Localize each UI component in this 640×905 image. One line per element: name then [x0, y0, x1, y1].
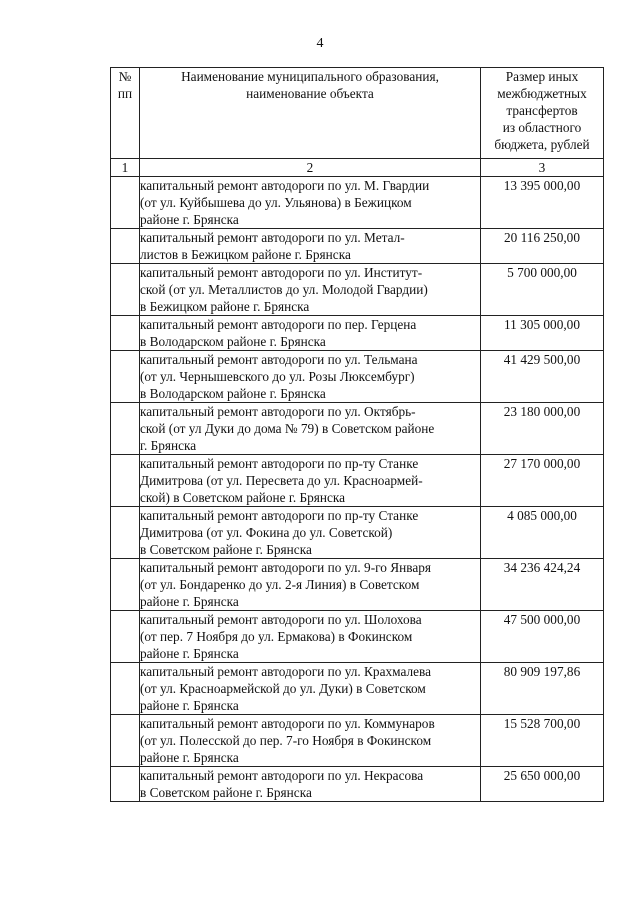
table-row: [111, 455, 604, 507]
table-row: [111, 264, 604, 316]
row-number-cell: [111, 403, 140, 455]
table-row: [111, 177, 604, 229]
object-name-line: (от пер. 7 Ноября до ул. Ермакова) в Фокинском: [140, 629, 413, 644]
object-name-line: Димитрова (от ул. Пересвета до ул. Красноармей-: [140, 473, 423, 488]
amount-cell: 25 650 000,00: [481, 767, 604, 802]
page-number: 4: [316, 36, 324, 51]
amount-cell: 15 528 700,00: [481, 715, 604, 767]
table-row: [111, 559, 604, 611]
object-name-line: ской) в Советском районе г. Брянска: [140, 490, 346, 505]
object-name-line: листов в Бежицком районе г. Брянска: [140, 247, 351, 262]
object-name-cell: [140, 767, 481, 802]
object-name-line: капитальный ремонт автодороги по пер. Герцена: [140, 317, 417, 332]
table-row: [111, 403, 604, 455]
object-name-line: в Володарском районе г. Брянска: [140, 334, 326, 349]
object-name-line: (от ул. Чернышевского до ул. Розы Люксембург): [140, 369, 415, 384]
column-number-row: [111, 159, 604, 177]
table-row: [111, 351, 604, 403]
object-name-line: капитальный ремонт автодороги по ул. Тельмана: [140, 352, 418, 367]
amount-cell: 11 305 000,00: [481, 316, 604, 351]
row-number-cell: [111, 507, 140, 559]
object-name-line: ской (от ул Дуки до дома № 79) в Советском районе: [140, 421, 435, 436]
object-name-line: в Советском районе г. Брянска: [140, 785, 312, 800]
column-number: 1: [111, 159, 140, 177]
object-name-cell: [140, 559, 481, 611]
header-amount-line: бюджета, рублей: [494, 137, 590, 152]
row-number-cell: [111, 264, 140, 316]
amount-cell: 5 700 000,00: [481, 264, 604, 316]
header-amount-line: из областного: [502, 120, 582, 135]
header-amount-line: Размер иных: [505, 69, 579, 84]
row-number-cell: [111, 351, 140, 403]
object-name-cell: [140, 715, 481, 767]
column-number: 2: [140, 159, 481, 177]
header-amount-line: межбюджетных: [497, 86, 587, 101]
object-name-line: Димитрова (от ул. Фокина до ул. Советской): [140, 525, 393, 540]
row-number-cell: [111, 229, 140, 264]
amount-cell: 23 180 000,00: [481, 403, 604, 455]
object-name-line: капитальный ремонт автодороги по ул. Коммунаров: [140, 716, 435, 731]
object-name-cell: [140, 316, 481, 351]
row-number-cell: [111, 559, 140, 611]
object-name-line: (от ул. Бондаренко до ул. 2-я Линия) в Советском: [140, 577, 420, 592]
object-name-line: капитальный ремонт автодороги по ул. Институт-: [140, 265, 423, 280]
row-number-cell: [111, 455, 140, 507]
transfers-table: [110, 67, 604, 802]
header-name-line: наименование объекта: [246, 86, 374, 101]
object-name-line: капитальный ремонт автодороги по ул. Шолохова: [140, 612, 422, 627]
object-name-line: районе г. Брянска: [140, 212, 239, 227]
header-name-line: Наименование муниципального образования,: [181, 69, 439, 84]
amount-cell: 27 170 000,00: [481, 455, 604, 507]
object-name-line: в Володарском районе г. Брянска: [140, 386, 326, 401]
object-name-cell: [140, 507, 481, 559]
table-row: [111, 611, 604, 663]
object-name-cell: [140, 177, 481, 229]
object-name-line: ской (от ул. Металлистов до ул. Молодой Гвардии): [140, 282, 428, 297]
amount-cell: 13 395 000,00: [481, 177, 604, 229]
row-number-cell: [111, 611, 140, 663]
object-name-cell: [140, 403, 481, 455]
header-num-line: пп: [117, 86, 133, 101]
header-num-line: №: [118, 69, 132, 84]
table-row: [111, 229, 604, 264]
object-name-line: в Бежицком районе г. Брянска: [140, 299, 310, 314]
object-name-cell: [140, 264, 481, 316]
row-number-cell: [111, 177, 140, 229]
object-name-line: капитальный ремонт автодороги по ул. Крахмалева: [140, 664, 432, 679]
row-number-cell: [111, 715, 140, 767]
object-name-cell: [140, 351, 481, 403]
object-name-line: (от ул. Красноармейской до ул. Дуки) в Советском: [140, 681, 426, 696]
amount-cell: 41 429 500,00: [481, 351, 604, 403]
table-row: [111, 715, 604, 767]
amount-cell: 47 500 000,00: [481, 611, 604, 663]
amount-cell: 80 909 197,86: [481, 663, 604, 715]
table-row: [111, 316, 604, 351]
amount-cell: 20 116 250,00: [481, 229, 604, 264]
row-number-cell: [111, 663, 140, 715]
column-number: 3: [481, 159, 604, 177]
header-name: [140, 68, 481, 159]
object-name-line: капитальный ремонт автодороги по ул. Октябрь-: [140, 404, 416, 419]
object-name-line: (от ул. Куйбышева до ул. Ульянова) в Бежицком: [140, 195, 412, 210]
object-name-line: г. Брянска: [140, 438, 197, 453]
object-name-line: капитальный ремонт автодороги по пр-ту Станке: [140, 456, 419, 471]
object-name-line: районе г. Брянска: [140, 698, 239, 713]
header-amount: [481, 68, 604, 159]
object-name-cell: [140, 663, 481, 715]
object-name-cell: [140, 455, 481, 507]
object-name-line: капитальный ремонт автодороги по ул. 9-го Января: [140, 560, 431, 575]
object-name-line: капитальный ремонт автодороги по пр-ту Станке: [140, 508, 419, 523]
object-name-line: районе г. Брянска: [140, 646, 239, 661]
object-name-line: районе г. Брянска: [140, 594, 239, 609]
object-name-line: (от ул. Полесской до пер. 7-го Ноября в Фокинском: [140, 733, 432, 748]
table-header-row: [111, 68, 604, 159]
amount-cell: 4 085 000,00: [481, 507, 604, 559]
object-name-line: капитальный ремонт автодороги по ул. М. Гвардии: [140, 178, 430, 193]
header-num: [111, 68, 140, 159]
object-name-line: в Советском районе г. Брянска: [140, 542, 312, 557]
table-row: [111, 663, 604, 715]
object-name-line: капитальный ремонт автодороги по ул. Метал-: [140, 230, 405, 245]
table-row: [111, 507, 604, 559]
row-number-cell: [111, 767, 140, 802]
header-amount-line: трансфертов: [506, 103, 578, 118]
table-row: [111, 767, 604, 802]
object-name-cell: [140, 229, 481, 264]
amount-cell: 34 236 424,24: [481, 559, 604, 611]
row-number-cell: [111, 316, 140, 351]
object-name-line: районе г. Брянска: [140, 750, 239, 765]
object-name-line: капитальный ремонт автодороги по ул. Некрасова: [140, 768, 424, 783]
object-name-cell: [140, 611, 481, 663]
